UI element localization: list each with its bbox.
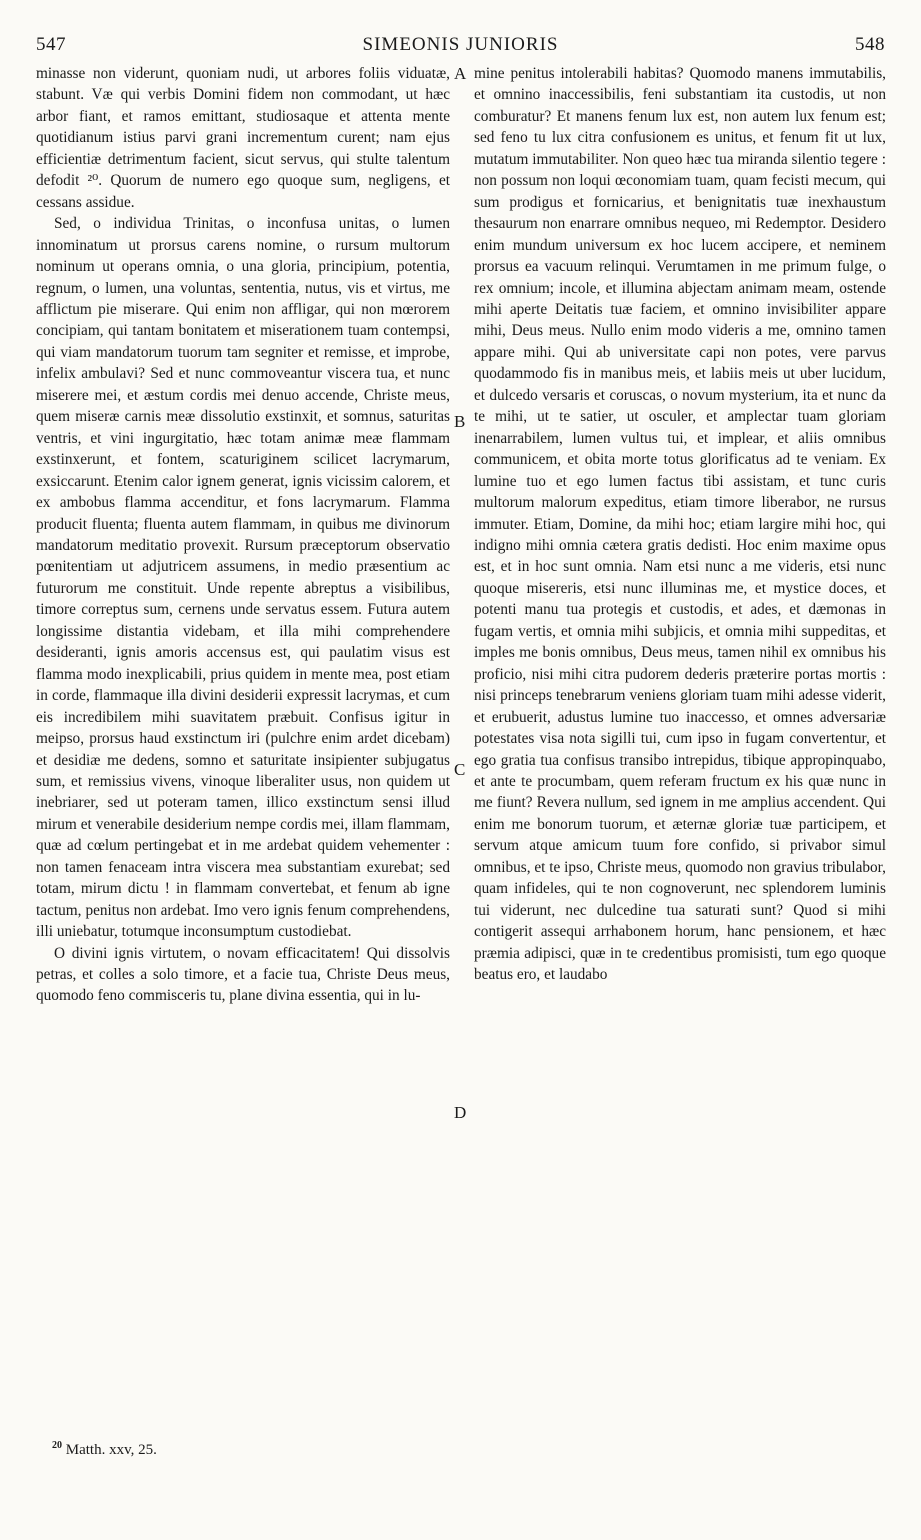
page-number-left: 547 [36,34,66,55]
left-paragraph-3: O divini ignis virtutem, o novam efficacitatem! Qui dissolvis petras, et colles a solo timore, et a facie tua, Christe Deus meus, quomodo feno commisceris tu, plane divina essentia, qui in lu- [36,944,450,1005]
margin-letter-d: D [454,1103,467,1122]
right-column [474,63,886,985]
running-title: SIMEONIS JUNIORIS [362,34,559,55]
page-number-right: 548 [855,34,885,55]
footnote-number: 20 [52,1440,62,1451]
margin-letter-c: C [454,760,466,779]
left-paragraph-1: minasse non viderunt, quoniam nudi, ut arbores foliis viduatæ, stabunt. Væ qui verbis Domini fidem non commodant, ut hæc arbor fiant, et ramos emittant, studiosaque et attenta mente quotidianum istius parvi grani incrementum curent; nam ejus efficientiæ detrimentum facient, sicut servus, qui stulte talentum defodit ²⁰. Quorum de numero ego quoque sum, negligens, et cessans assidue. [36,65,450,211]
margin-letter-a: A [454,64,467,83]
left-paragraph-2: Sed, o individua Trinitas, o inconfusa unitas, o lumen innominatum ut prorsus carens nomine, o rursum multorum nominum ut operans omnia, o una gloria, principium, potentia, regnum, o lumen, una voluntas, sententia, nutus, vis et virtus, me afflictum pie miserare. Qui enim non affligar, qui non mœrorem concipiam, qui tantam bonitatem et miserationem tuam contempsi, qui viam mandatorum tuorum tam segniter et remisse, et improbe, infelix ambulavi? Sed et nunc commoveantur viscera tua, et nunc miserere mei, et æstum cordis mei denuo accende, Christe meus, quem miseræ carnis meæ dissolutio exstinxit, et somnus, saturitas ventris, et vini ingurgitatio, hæc totam animæ meæ flammam exstinxerunt, et fontem, scaturiginem scilicet lacrymarum, exsiccarunt. Etenim calor ignem generat, ignis vicissim calorem, et ex ambobus flamma accenditur, et fons lacrymarum. Flamma producit fluenta; fluenta autem flammam, in quibus me divinorum mandatorum meditatio provexit. Rursum præceptorum observatio pœnitentiam ut adjutricem assumens, in medio præsentium ac futurorum me constituit. Unde repente abreptus a visibilibus, timore correptus sum, cernens unde servatus essem. Futura autem longissime distantia videbam, et illa mihi comprehendere desideranti, ignis amoris accensus est, qui paulatim visus est flamma modo inexplicabili, prius quidem in mente mea, post etiam in corde, flammaque illa divini desiderii expressit lacrymas, et cum eis incredibilem mihi suavitatem præbuit. Confisus igitur in meipso, prorsus haud exstinctum iri (pulchre enim ardet dicebam) et desidiæ me dedens, somno et saturitate insipienter subjugatus sum, et remissius vivens, vinoque liberaliter usus, non quidem ut inebriarer, sed ut poteram tamen, illico exstinctum sensi illud mirum et venerabile desiderium nempe cordis mei, illam flammam, quæ ad cœlum pertingebat et in me ardebat quidem vehementer : non tamen fenaceam intra viscera mea substantiam exurebat; sed totam, mirum dictu ! in flammam convertebat, et fenum ab igne tactum, penitus non ardebat. Imo vero ignis fenum comprehendens, illi uniebatur, totumque inconsumptum custodiebat. [36,215,450,941]
left-column [36,63,450,1007]
margin-letter-b: B [454,412,466,431]
right-paragraph-1: mine penitus intolerabili habitas? Quomodo manens immutabilis, et omnino inaccessibilis, feni substantiam ita custodis, ut non comburatur? Et manens fenum lux est, non autem lux fenum est; sed feno tu lux citra confusionem es unitus, et fenum fit ut lux, mutatum immutabiliter. Non queo hæc tua miranda silentio tegere : non possum non loqui œconomiam tuam, quam fecisti mecum, qui sum prodigus et fornicarius, et benignitatis tuæ inexhaustum thesaurum non enarrare omnibus nequeo, mi Redemptor. Desidero enim mundum universum ex hoc lucem accipere, et neminem prorsus ea vacuum relinqui. Verumtamen in me primum fulge, o rex omnium; incole, et illumina abjectam animam meam, ostende mihi aperte Deitatis tuæ faciem, et omnino invisibiliter appare mihi, Deus meus. Nullo enim modo videris a me, omnino tamen appare mihi. Qui ab universitate capi non potes, vere parvus quodammodo fis in manibus meis, et labiis meis ut uber lucidum, et dulcedo versaris et coruscas, o novum mysterium, ita et nunc da te mihi, ut te satier, ut osculer, et amplectar tuam gloriam inenarrabilem, lumen vultus tui, et implear, et aliis omnibus communicem, et obita morte totus glorificatus ad te veniam. Ex lumine tuo et ego lumen factus tibi assistam, et tunc curis multorum malorum expeditus, etiam timore liberabor, ne rursus immuter. Etiam, Domine, da mihi hoc; etiam largire mihi hoc, qui indigno mihi omnia cætera gratis dedisti. Hoc enim maxime opus est, et in hoc sunt omnia. Nam etsi nunc a me videris, etsi nunc quoque misereris, etsi nunc illuminas me, et mystice doces, et potenti manu tua protegis et custodis, et ades, et dæmonas in fugam vertis, et omnia mihi subjicis, et omnia mihi suppeditas, et imples me bonis omnibus, Deus meus, tamen nihil ex omnibus his proficio, nisi mihi citra pudorem dederis præterire portas mortis : nisi princeps tenebrarum veniens gloriam tuam mihi adesse viderit, et erubuerit, adustus lumine tuo inaccesso, et omnes adversariæ potestates visa nota sigilli tui, cum ipso in fugam convertentur, et ego gratia tua confisus transibo intrepidus, tibique appropinquabo, et ante te procumbam, quem referam fructum ex his quæ nunc in me fiunt? Revera nullum, sed ignem in me amplius accendent. Qui enim me bonorum tuorum, et æternæ gloriæ tuæ participem, et servum atque amicum tuum fore confido, si privabor simul omnibus, et te ipso, Christe meus, quomodo non gravius tribulabor, quam infideles, qui te non cognoverunt, nec splendorem luminis tui viderunt, nec dulcedine tua saturati sunt? Quod si mihi contigerit assequi arrhabonem horum, hanc pensionem, et hæc præmia adipisci, quæ in te credentibus promisisti, tum ego quoque beatus ero, et laudabo [474,65,886,984]
footnote-text: Matth. xxv, 25. [65,1442,157,1458]
footnote [52,1440,157,1459]
page-header [36,34,885,60]
